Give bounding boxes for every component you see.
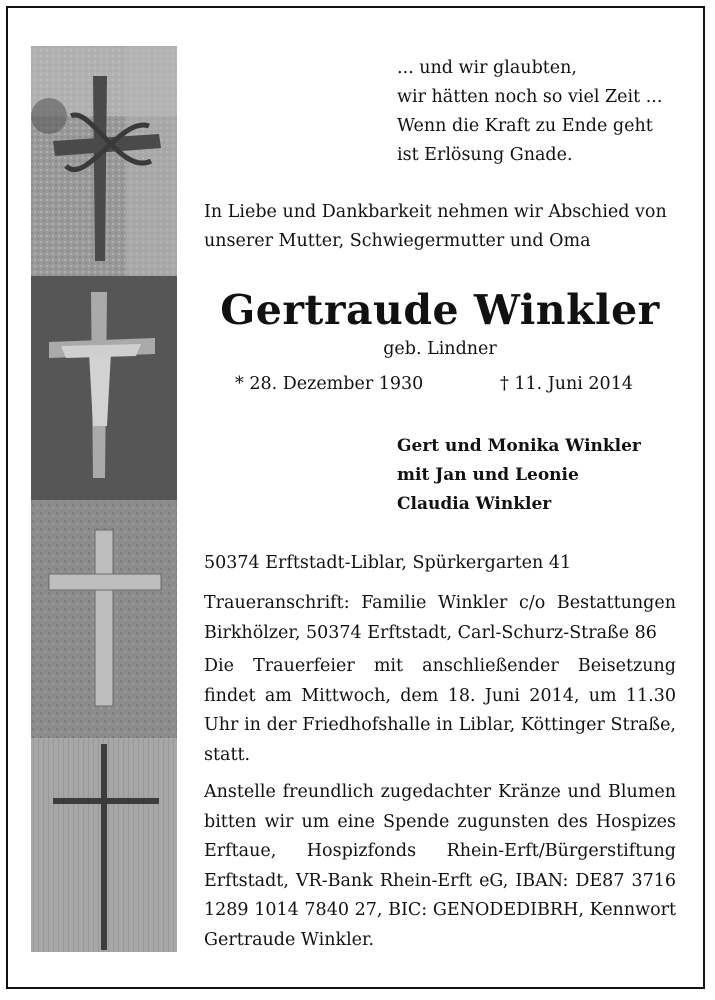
- family-line: Claudia Winkler: [397, 494, 552, 514]
- poem-line: ist Erlösung Gnade.: [397, 145, 573, 165]
- poem: [397, 54, 662, 170]
- wooden-cross-photo: [31, 46, 177, 276]
- family-line: Gert und Monika Winkler: [397, 436, 641, 456]
- family-signatures: [397, 432, 641, 519]
- family-line: mit Jan und Leonie: [397, 465, 579, 485]
- home-address: 50374 Erftstadt-Liblar, Spürkergarten 41: [204, 553, 572, 573]
- ceremony-info: Die Trauerfeier mit anschließender Beisetzung findet am Mittwoch, dem 18. Juni 2014, um 11.30 Uhr in der Friedhofshalle in Liblar, Köttinger Straße, statt.: [204, 656, 676, 765]
- deceased-name: Gertraude Winkler: [220, 286, 660, 334]
- poem-line: Wenn die Kraft zu Ende geht: [397, 116, 653, 136]
- mourning-address: Traueranschrift: Familie Winkler c/o Bestattungen Birkhölzer, 50374 Erftstadt, Carl-Schurz-Straße 86: [204, 593, 676, 643]
- crucifix-photo: [31, 276, 177, 500]
- cross-photo-strip: [31, 46, 177, 952]
- maiden-name: geb. Lindner: [383, 339, 497, 359]
- intro-line: In Liebe und Dankbarkeit nehmen wir Abschied von: [204, 202, 667, 222]
- birth-date: * 28. Dezember 1930: [235, 374, 424, 394]
- intro-text: [204, 198, 676, 256]
- poem-line: wir hätten noch so viel Zeit ...: [397, 87, 663, 107]
- stone-cross-photo: [31, 500, 177, 738]
- poem-line: ... und wir glaubten,: [397, 58, 577, 78]
- metal-cross-photo: [31, 738, 177, 952]
- death-date: † 11. Juni 2014: [500, 374, 633, 394]
- intro-line: unserer Mutter, Schwiegermutter und Oma: [204, 231, 591, 251]
- donation-info: Anstelle freundlich zugedachter Kränze und Blumen bitten wir um eine Spende zugunsten des Hospizes Erftaue, Hospizfonds Rhein-Erft/Bürgerstiftung Erftstadt, VR-Bank Rhein-Erft eG, IBAN: DE87 3716 1289 1014 7840 27, BIC: GENODEDIBRH, Kennwort Gertraude Winkler.: [204, 782, 676, 950]
